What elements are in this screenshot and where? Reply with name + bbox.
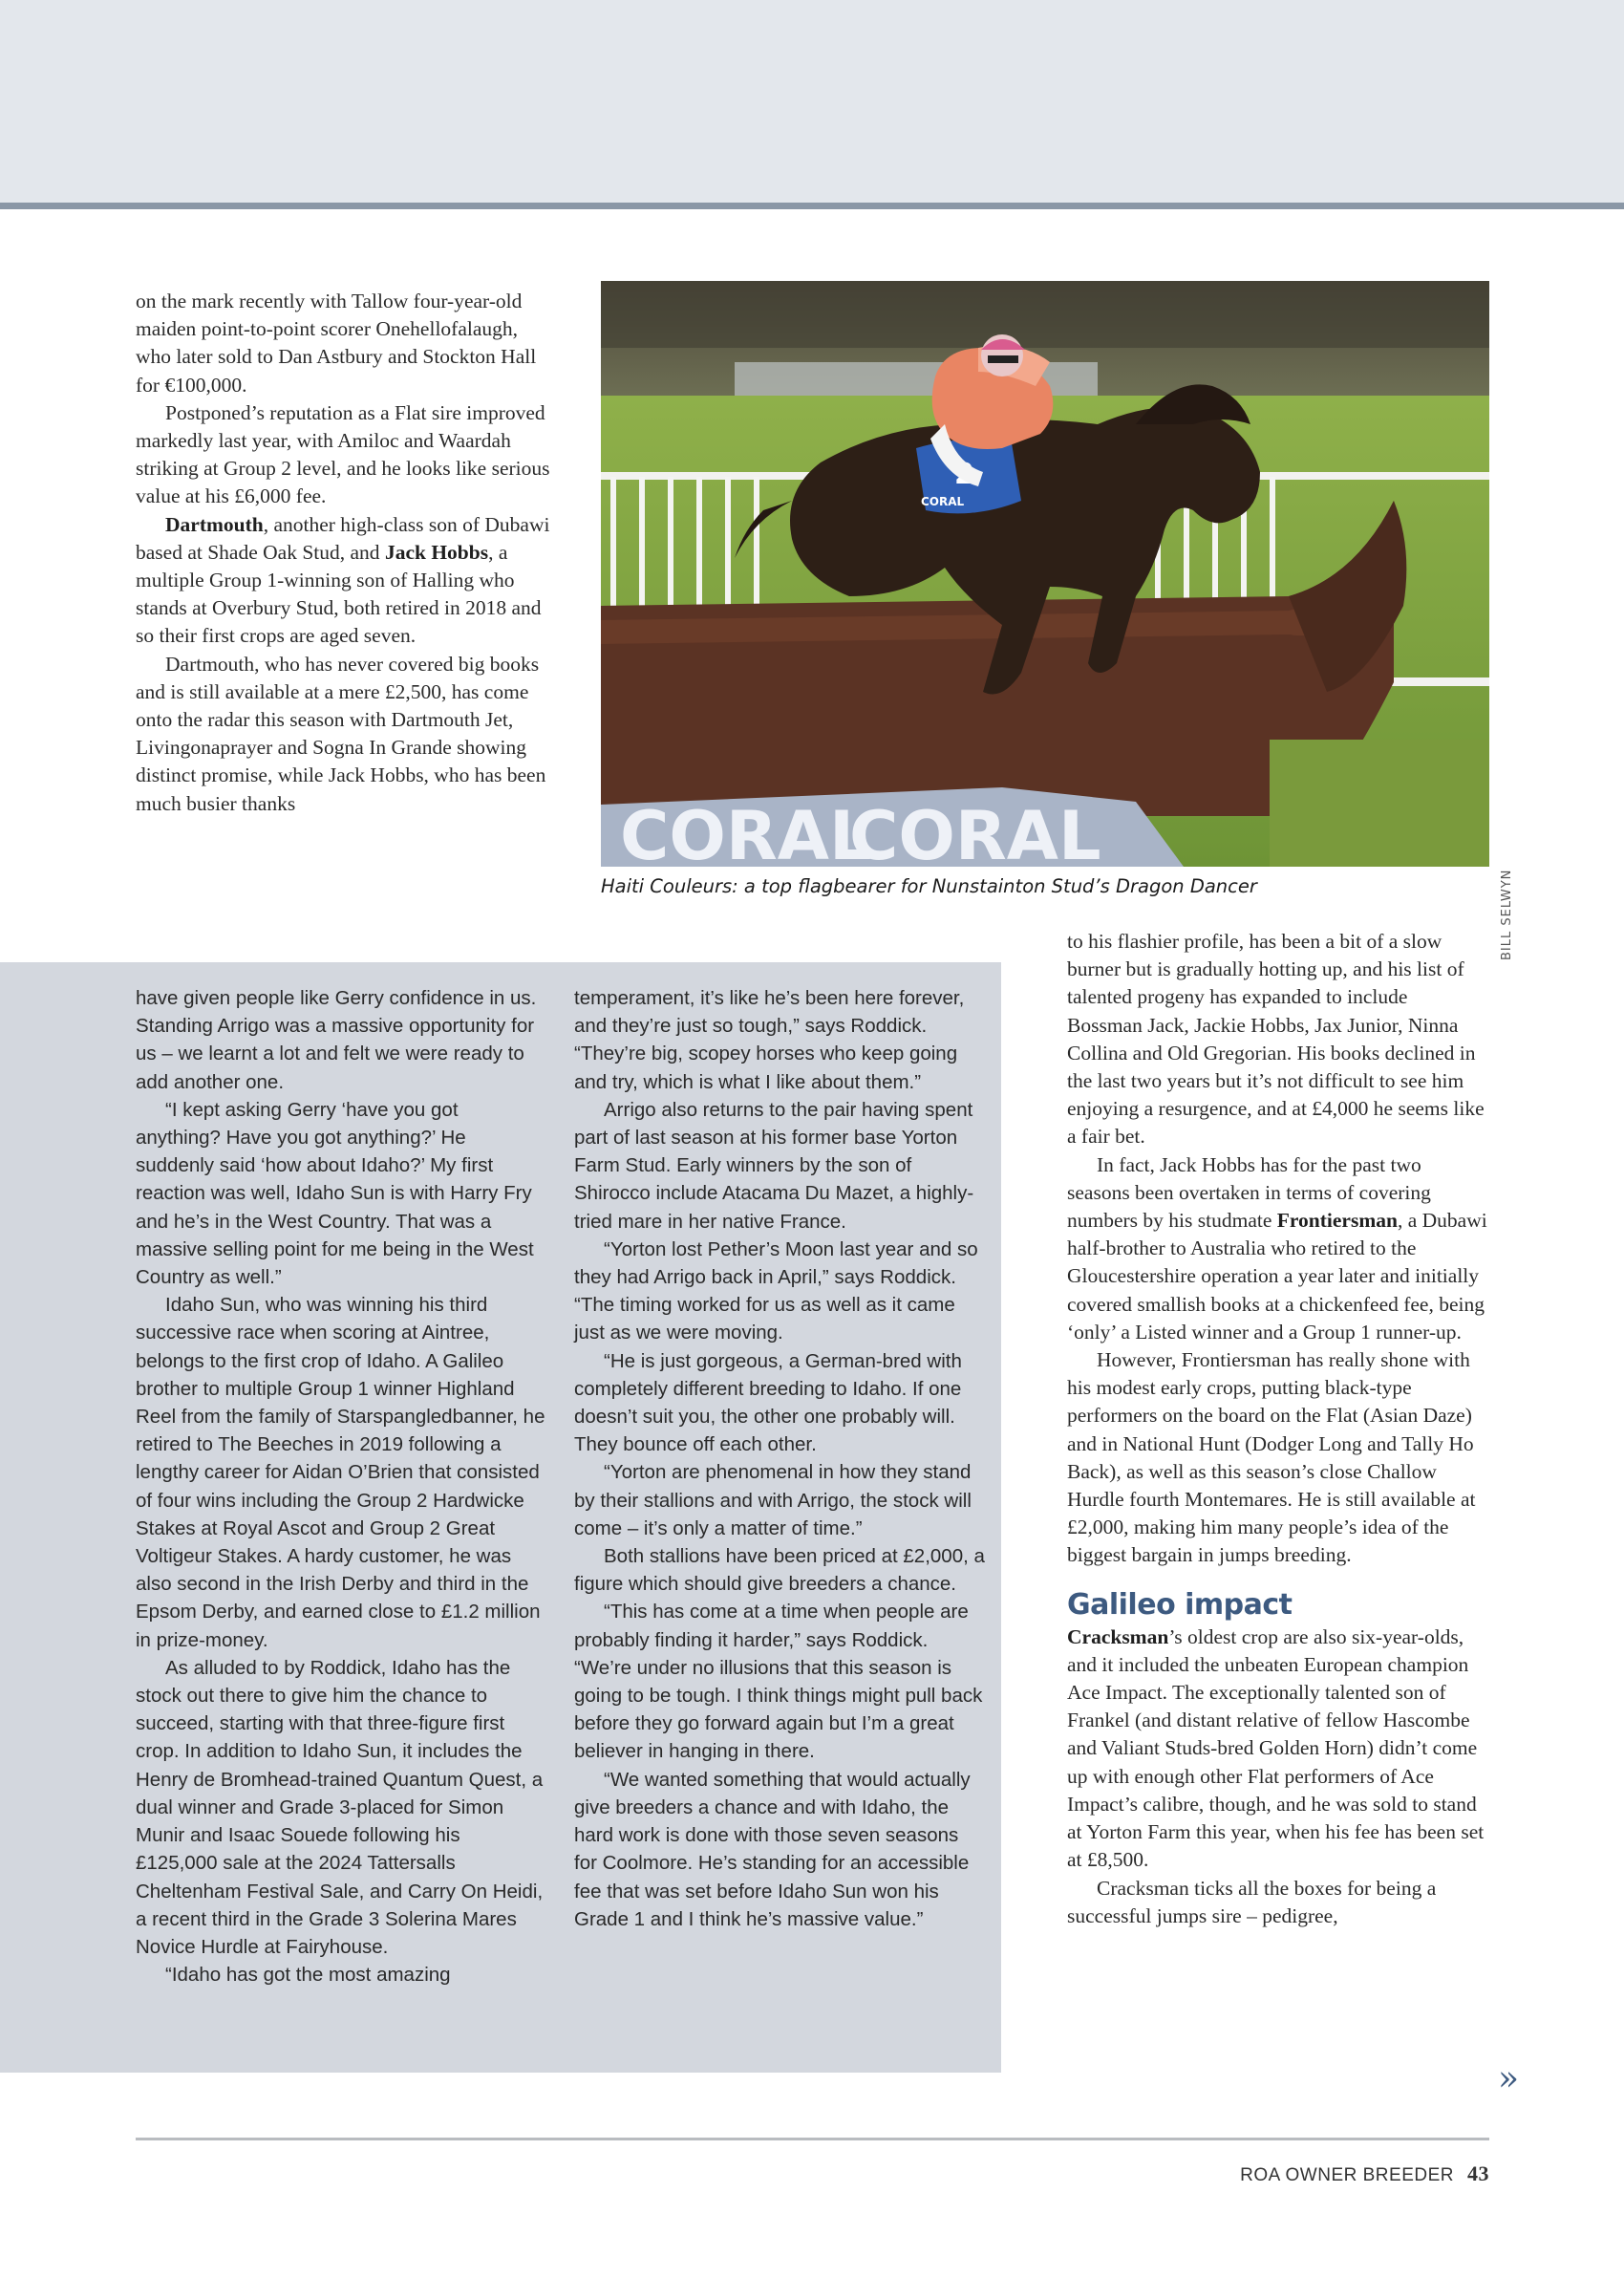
paragraph: “Yorton are phenomenal in how they stand by their stallions and with Arrigo, the stock will come – it’s only a matter of time.” bbox=[574, 1461, 972, 1539]
saddle-cloth-sponsor: CORAL bbox=[921, 495, 965, 508]
paragraph: However, Frontiersman has really shone with his modest early crops, putting black-type performers on the board on the Flat (Asian Daze) and in National Hunt (Dodger Long and Tally Ho Back), as well as this season’s close Challow Hurdle fourth Montemares. He is still available at £2,000, making him many people’s idea of the biggest bargain in jumps breeding. bbox=[1067, 1348, 1476, 1567]
paragraph: on the mark recently with Tallow four-year-old maiden point-to-point scorer Onehellofalaugh, who later sold to Dan Astbury and Stockton Hall for €100,000. bbox=[136, 290, 537, 397]
paragraph: Arrigo also returns to the pair having spent part of last season at his former base Yorton Farm Stud. Early winners by the son of Shirocco include Atacama Du Mazet, a highly-tried mare in her native France. bbox=[574, 1098, 974, 1233]
paragraph: As alluded to by Roddick, Idaho has the stock out there to give him the chance to succeed, starting with that three-figure first crop. In addition to Idaho Sun, it includes the Henry de Bromhead-trained Quantum Quest, a dual winner and Grade 3-placed for Simon Munir and Isaac Souede following his £125,000 sale at the 2024 Tattersalls Cheltenham Festival Sale, and Carry On Heidi, a recent third in the Grade 3 Solerina Mares Novice Hurdle at Fairyhouse. bbox=[136, 1656, 544, 1958]
continue-arrow-icon: » bbox=[1498, 2059, 1520, 2098]
sire-name: Cracksman bbox=[1067, 1624, 1169, 1648]
paragraph: have given people like Gerry confidence in us. Standing Arrigo was a massive opportunity for us – we learnt a lot and felt we were ready to add another one. bbox=[136, 987, 537, 1093]
page-footer bbox=[1240, 2161, 1489, 2186]
publication-name: ROA OWNER BREEDER bbox=[1240, 2165, 1454, 2185]
steeplechase-photo bbox=[601, 281, 1489, 867]
photo-caption: Haiti Couleurs: a top flagbearer for Nunstainton Stud’s Dragon Dancer bbox=[601, 875, 1257, 897]
photo-credit: BILL SELWYN bbox=[1500, 869, 1514, 960]
header-rule bbox=[0, 203, 1624, 209]
paragraph: “Idaho has got the most amazing bbox=[165, 1964, 451, 1987]
paragraph: “He is just gorgeous, a German-bred with completely different breeding to Idaho. If one doesn’t suit you, the other one probably will. They bounce off each other. bbox=[574, 1349, 962, 1456]
sire-name: Dartmouth bbox=[165, 512, 264, 536]
paragraph: “This has come at a time when people are probably finding it harder,” says Roddick. “We’re under no illusions that this season is going to be tough. I think things might pull back before they go forward again but I’m a great believer in hanging in there. bbox=[574, 1601, 983, 1763]
page-number: 43 bbox=[1467, 2161, 1489, 2185]
paragraph: Idaho Sun, who was winning his third successive race when scoring at Aintree, belongs to the first crop of Idaho. A Galileo brother to multiple Group 1 winner Highland Reel from the family of Starspangledbanner, he retired to The Beeches in 2019 following a lengthy career for Aidan O’Brien that consisted of four wins including the Group 2 Hardwicke Stakes at Royal Ascot and Group 2 Great Voltigeur Stakes. A hardy customer, he was also second in the Irish Derby and third in the Epsom Derby, and earned close to £1.2 million in prize-money. bbox=[136, 1294, 545, 1651]
article-column-3 bbox=[1067, 928, 1487, 1930]
article-column-1 bbox=[136, 288, 552, 818]
banner-text: CORAL bbox=[849, 797, 1101, 867]
paragraph: “Yorton lost Pether’s Moon last year and so they had Arrigo back in April,” says Roddick. “The timing worked for us as well as it came just as we were moving. bbox=[574, 1237, 978, 1344]
paragraph: Cracksman ticks all the boxes for being a successful jumps sire – pedigree, bbox=[1067, 1876, 1437, 1927]
paragraph: Postponed’s reputation as a Flat sire improved markedly last year, with Amiloc and Waardah striking at Group 2 level, and he looks like serious value at his £6,000 fee. bbox=[136, 400, 550, 508]
paragraph: temperament, it’s like he’s been here forever, and they’re just so tough,” says Roddick. “They’re big, scopey horses who keep going and try, which is what I like about them.” bbox=[574, 987, 965, 1093]
paragraph: Cracksman’s oldest crop are also six-year-olds, and it included the unbeaten European champion Ace Impact. The exceptionally talented son of Frankel (and distant relative of fellow Hascombe and Valiant Studs-bred Golden Horn) didn’t come up with enough other Flat performers of Ace Impact’s calibre, though, and he was sold to stand at Yorton Farm this year, when his fee has been set at £8,500. bbox=[1067, 1624, 1485, 1872]
paragraph: “I kept asking Gerry ‘have you got anything? Have you got anything?’ He suddenly said ‘how about Idaho?’ My first reaction was well, Idaho Sun is with Harry Fry and he’s in the West Country. That was a massive selling point for me being in the West Country as well.” bbox=[136, 1098, 534, 1289]
footer-rule bbox=[136, 2138, 1489, 2140]
panel-column-right bbox=[574, 984, 985, 1933]
paragraph: “We wanted something that would actually give breeders a chance and with Idaho, the hard work is done with those seven seasons for Coolmore. He’s standing for an accessible fee that was set before Idaho Sun won his Grade 1 and I think he’s massive value.” bbox=[574, 1768, 971, 1930]
paragraph: Dartmouth, who has never covered big books and is still available at a mere £2,500, has come onto the radar this season with Dartmouth Jet, Livingonaprayer and Sogna In Grande showing distinct promise, while Jack Hobbs, who has been much busier thanks bbox=[136, 652, 546, 815]
panel-column-left bbox=[136, 984, 546, 1989]
banner-text: CORAL bbox=[620, 797, 872, 867]
section-subheading: Galileo impact bbox=[1067, 1587, 1293, 1622]
top-header-band bbox=[0, 0, 1624, 203]
article-photo bbox=[601, 281, 1489, 867]
sire-name: Frontiersman bbox=[1276, 1209, 1398, 1233]
paragraph: In fact, Jack Hobbs has for the past two seasons been overtaken in terms of covering numbers by his studmate Frontiersman, a Dubawi half-brother to Australia who retired to the Gloucestershire operation a year later and initially covered smallish books at a chickenfeed fee, being ‘only’ a Listed winner and a Group 1 runner-up. bbox=[1067, 1152, 1487, 1344]
paragraph: to his flashier profile, has been a bit of a slow burner but is gradually hotting up, and his list of talented progeny has expanded to include Bossman Jack, Jackie Hobbs, Jax Junior, Ninna Collina and Old Gregorian. His books declined in the last two years but it’s not difficult to see him enjoying a resurgence, and at £4,000 he seems like a fair bet. bbox=[1067, 930, 1485, 1149]
paragraph: Both stallions have been priced at £2,000, a figure which should give breeders a chance. bbox=[574, 1545, 985, 1596]
sire-name: Jack Hobbs bbox=[384, 540, 489, 564]
paragraph: Dartmouth, another high-class son of Dubawi based at Shade Oak Stud, and Jack Hobbs, a multiple Group 1-winning son of Halling who stands at Overbury Stud, both retired in 2018 and so their first crops are aged seven. bbox=[136, 512, 550, 648]
